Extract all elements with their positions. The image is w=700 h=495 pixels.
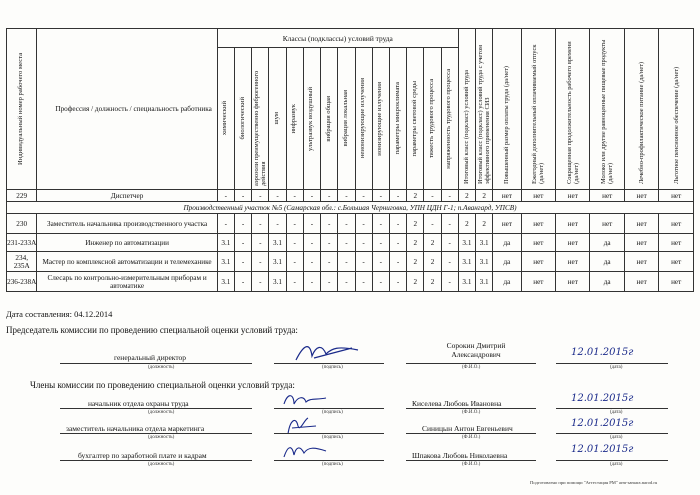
profession-name: Слесарь по контрольно-измерительным приборам и автоматике — [37, 272, 217, 292]
factor-class-cell: 2 — [424, 252, 441, 272]
chair-title: Председатель комиссии по проведению специальной оценки условий труда: — [6, 325, 298, 335]
factor-class-cell: - — [234, 272, 251, 292]
factor-class-cell: 2 — [424, 272, 441, 292]
pension-cell: нет — [659, 214, 694, 234]
factor-class-cell: 3.1 — [269, 272, 286, 292]
pay-cell: да — [493, 234, 521, 252]
member-signature-caption: (подпись) — [322, 410, 343, 415]
factor-class-cell: - — [338, 252, 355, 272]
final-class-cell: 2 — [458, 214, 475, 234]
diet-cell: нет — [624, 252, 658, 272]
vacation-cell: нет — [521, 272, 555, 292]
results-table — [6, 28, 694, 292]
factor-header: тяжесть трудового процесса — [424, 48, 441, 190]
factor-class-cell: - — [389, 272, 406, 292]
chair-position-line — [60, 363, 252, 364]
factor-class-cell: - — [286, 272, 303, 292]
factor-header: вибрация локальная — [338, 48, 355, 190]
vacation-cell: нет — [521, 190, 555, 202]
diet-cell: нет — [624, 234, 658, 252]
member-date: 12.01.2015г — [571, 418, 634, 429]
factor-class-cell: - — [338, 214, 355, 234]
pay-header: Повышенный размер оплаты труда (да/нет) — [493, 29, 521, 190]
chair-name-line — [406, 363, 536, 364]
table-row — [7, 214, 694, 234]
member-date-line — [556, 408, 668, 409]
factor-class-cell: - — [424, 190, 441, 202]
factor-class-cell: - — [252, 234, 269, 252]
vacation-cell: нет — [521, 214, 555, 234]
factor-class-cell: - — [234, 190, 251, 202]
factor-class-cell: - — [389, 234, 406, 252]
factor-class-cell: - — [286, 190, 303, 202]
factor-class-cell: 3.1 — [217, 234, 234, 252]
member-fio-caption: (Ф.И.О.) — [462, 462, 481, 467]
chair-date-caption: (дата) — [610, 365, 623, 370]
workplace-id: 236-238А — [7, 272, 37, 292]
chair-position: генеральный директор — [114, 353, 187, 362]
member-signature-line — [274, 408, 384, 409]
chair-signature-caption: (подпись) — [322, 365, 343, 370]
pension-cell: нет — [659, 234, 694, 252]
factor-class-cell: - — [321, 214, 338, 234]
factor-class-cell: 2 — [407, 214, 424, 234]
header-row-top — [7, 29, 694, 48]
factor-class-cell: 2 — [407, 234, 424, 252]
section-row — [7, 202, 694, 214]
member-position: заместитель начальника отдела маркетинга — [66, 424, 205, 433]
factor-header: химический — [217, 48, 234, 190]
factor-class-cell: - — [441, 252, 458, 272]
profession-name: Заместитель начальника производственного участка — [37, 214, 217, 234]
pay-cell: да — [493, 272, 521, 292]
factor-class-cell: - — [441, 214, 458, 234]
member-name: Шпакова Любовь Николаевна — [412, 451, 508, 460]
member-date-line — [556, 433, 668, 434]
milk-cell: да — [590, 272, 624, 292]
member-signature-caption: (подпись) — [322, 462, 343, 467]
diet-cell: нет — [624, 272, 658, 292]
pension-header: Льготное пенсионное обеспечение (да/нет) — [659, 29, 694, 190]
factor-class-cell: - — [372, 234, 389, 252]
milk-cell: да — [590, 234, 624, 252]
milk-cell: нет — [590, 190, 624, 202]
factor-class-cell: 3.1 — [217, 252, 234, 272]
vacation-cell: нет — [521, 234, 555, 252]
diet-cell: нет — [624, 214, 658, 234]
chair-fio-caption: (Ф.И.О.) — [462, 365, 481, 370]
factor-class-cell: - — [303, 252, 320, 272]
col-id-header: Индивидуальный номер рабочего места — [7, 29, 37, 190]
pension-cell: нет — [659, 272, 694, 292]
member-signature-line — [274, 433, 384, 434]
factor-class-cell: - — [234, 252, 251, 272]
member-position-line — [60, 408, 252, 409]
shortened-cell: нет — [556, 190, 590, 202]
factor-class-cell: - — [372, 272, 389, 292]
factor-header: параметры микроклимата — [389, 48, 406, 190]
chair-date: 12.01.2015г — [571, 347, 634, 358]
factor-class-cell: 2 — [424, 234, 441, 252]
factor-class-cell: - — [372, 190, 389, 202]
vacation-header: Ежегодный дополнительный оплачиваемый отпуск (да/нет) — [521, 29, 555, 190]
member-date-line — [556, 460, 668, 461]
factor-header: ультразвук воздушный — [303, 48, 320, 190]
table-body — [7, 190, 694, 292]
factor-class-cell: - — [338, 234, 355, 252]
final-class-siz-header: Итоговый класс (подкласс) условий труда с учетом эффективного применения СИЗ — [476, 29, 493, 190]
factor-class-cell: - — [389, 252, 406, 272]
factor-class-cell: 2 — [407, 272, 424, 292]
member-date-caption: (дата) — [610, 435, 623, 440]
member-date-caption: (дата) — [610, 410, 623, 415]
factor-class-cell: - — [269, 190, 286, 202]
software-note: Подготовлено при помощи "Аттестация РМ" arm-samara.narod.ru — [530, 480, 658, 485]
factor-class-cell: - — [217, 214, 234, 234]
final-class-siz-cell: 2 — [476, 214, 493, 234]
member-date: 12.01.2015г — [571, 393, 634, 404]
classes-group-header: Классы (подклассы) условий труда — [217, 29, 458, 48]
shortened-cell: нет — [556, 252, 590, 272]
final-class-siz-cell: 3.1 — [476, 272, 493, 292]
member-name: Синицын Антон Евгеньевич — [422, 424, 513, 433]
factor-class-cell: - — [372, 252, 389, 272]
factor-class-cell: - — [252, 252, 269, 272]
factor-class-cell: 3.1 — [269, 234, 286, 252]
member-name-line — [406, 433, 536, 434]
factor-class-cell: - — [217, 190, 234, 202]
factor-class-cell: - — [321, 234, 338, 252]
factor-header: вибрация общая — [321, 48, 338, 190]
factor-header: напряженность трудового процесса — [441, 48, 458, 190]
pay-cell: нет — [493, 190, 521, 202]
final-class-cell: 3.1 — [458, 252, 475, 272]
workplace-id: 231-233А — [7, 234, 37, 252]
factor-class-cell: - — [389, 190, 406, 202]
final-class-siz-cell: 3.1 — [476, 252, 493, 272]
chair-date-line — [556, 363, 668, 364]
factor-header: шум — [269, 48, 286, 190]
pension-cell: нет — [659, 252, 694, 272]
member-signature-caption: (подпись) — [322, 435, 343, 440]
table-row — [7, 272, 694, 292]
table-row — [7, 234, 694, 252]
factor-class-cell: - — [252, 214, 269, 234]
final-class-siz-cell: 2 — [476, 190, 493, 202]
profession-name: Инженер по автоматизации — [37, 234, 217, 252]
factor-class-cell: - — [355, 234, 372, 252]
factor-class-cell: - — [389, 214, 406, 234]
shortened-cell: нет — [556, 234, 590, 252]
factor-header: аэрозоли преимущественно фиброгенного действия — [252, 48, 269, 190]
factor-class-cell: - — [286, 234, 303, 252]
chair-position-caption: (должность) — [148, 365, 175, 370]
factor-class-cell: - — [355, 252, 372, 272]
factor-class-cell: - — [303, 234, 320, 252]
factor-class-cell: - — [321, 252, 338, 272]
section-title: Производственный участок №5 (Самарская обл.: с.Большая Черниговка, УПН ЦДН Г-1; п.Авангард, УПСВ) — [7, 202, 694, 214]
pay-cell: нет — [493, 214, 521, 234]
factor-header: ионизирующие излучения — [372, 48, 389, 190]
milk-cell: да — [590, 252, 624, 272]
table-row — [7, 252, 694, 272]
workplace-id: 234, 235А — [7, 252, 37, 272]
member-name-line — [406, 408, 536, 409]
member-position-caption: (должность) — [148, 435, 175, 440]
factor-class-cell: - — [355, 190, 372, 202]
final-class-siz-cell: 3.1 — [476, 234, 493, 252]
member-signature-line — [274, 460, 384, 461]
factor-class-cell: - — [338, 190, 355, 202]
factor-class-cell: - — [441, 190, 458, 202]
factor-header: неионизирующие излучения — [355, 48, 372, 190]
milk-header: Молоко или другие равноценные пищевые продукты (да/нет) — [590, 29, 624, 190]
milk-cell: нет — [590, 214, 624, 234]
member-signature-mark — [282, 414, 322, 438]
workplace-id: 229 — [7, 190, 37, 202]
final-class-cell: 3.1 — [458, 234, 475, 252]
vacation-cell: нет — [521, 252, 555, 272]
factor-class-cell: - — [269, 214, 286, 234]
diet-cell: нет — [624, 190, 658, 202]
member-date-caption: (дата) — [610, 462, 623, 467]
final-class-header: Итоговый класс (подкласс) условий труда — [458, 29, 475, 190]
chair-name: Сорокин Дмитрий Александрович — [446, 341, 506, 359]
member-name-line — [406, 460, 536, 461]
date-compiled: Дата составления: 04.12.2014 — [6, 309, 113, 319]
workplace-id: 230 — [7, 214, 37, 234]
shortened-header: Сокращенная продолжительность рабочего времени (да/нет) — [556, 29, 590, 190]
member-signature-mark — [280, 390, 330, 410]
pay-cell: да — [493, 252, 521, 272]
final-class-cell: 2 — [458, 190, 475, 202]
member-position-line — [60, 433, 252, 434]
profession-name: Диспетчер — [37, 190, 217, 202]
factor-class-cell: 3.1 — [217, 272, 234, 292]
factor-class-cell: - — [234, 234, 251, 252]
factor-class-cell: 3.1 — [269, 252, 286, 272]
member-position-line — [60, 460, 252, 461]
profession-name: Мастер по комплексной автоматизации и телемеханике — [37, 252, 217, 272]
factor-class-cell: - — [303, 214, 320, 234]
factor-class-cell: - — [252, 190, 269, 202]
member-name: Киселева Любовь Ивановна — [412, 399, 502, 408]
factor-header: биологический — [234, 48, 251, 190]
factor-class-cell: - — [338, 272, 355, 292]
factor-class-cell: - — [321, 190, 338, 202]
col-profession-header: Профессия / должность / специальность работника — [37, 29, 217, 190]
factor-class-cell: - — [303, 272, 320, 292]
factor-class-cell: - — [252, 272, 269, 292]
final-class-cell: 3.1 — [458, 272, 475, 292]
table-row — [7, 190, 694, 202]
factor-class-cell: - — [303, 190, 320, 202]
factor-header: параметры световой среды — [407, 48, 424, 190]
factor-class-cell: - — [234, 214, 251, 234]
factor-class-cell: - — [321, 272, 338, 292]
factor-class-cell: 2 — [407, 190, 424, 202]
member-fio-caption: (Ф.И.О.) — [462, 410, 481, 415]
member-date: 12.01.2015г — [571, 444, 634, 455]
pension-cell: нет — [659, 190, 694, 202]
factor-class-cell: 2 — [407, 252, 424, 272]
members-title: Члены комиссии по проведению специальной оценки условий труда: — [30, 380, 295, 390]
shortened-cell: нет — [556, 272, 590, 292]
shortened-cell: нет — [556, 214, 590, 234]
member-fio-caption: (Ф.И.О.) — [462, 435, 481, 440]
factor-class-cell: - — [286, 252, 303, 272]
factor-class-cell: - — [441, 234, 458, 252]
factor-class-cell: - — [355, 214, 372, 234]
factor-class-cell: - — [286, 214, 303, 234]
factor-class-cell: - — [424, 214, 441, 234]
factor-class-cell: - — [355, 272, 372, 292]
member-position-caption: (должность) — [148, 462, 175, 467]
factor-class-cell: - — [441, 272, 458, 292]
chair-signature-mark — [292, 340, 362, 366]
member-position: бухгалтер по заработной плате и кадрам — [78, 451, 207, 460]
factor-header: инфразвук — [286, 48, 303, 190]
member-position-caption: (должность) — [148, 410, 175, 415]
member-position: начальник отдела охраны труда — [88, 399, 189, 408]
diet-header: Лечебно-профилактическое питание (да/нет) — [624, 29, 658, 190]
factor-class-cell: - — [372, 214, 389, 234]
